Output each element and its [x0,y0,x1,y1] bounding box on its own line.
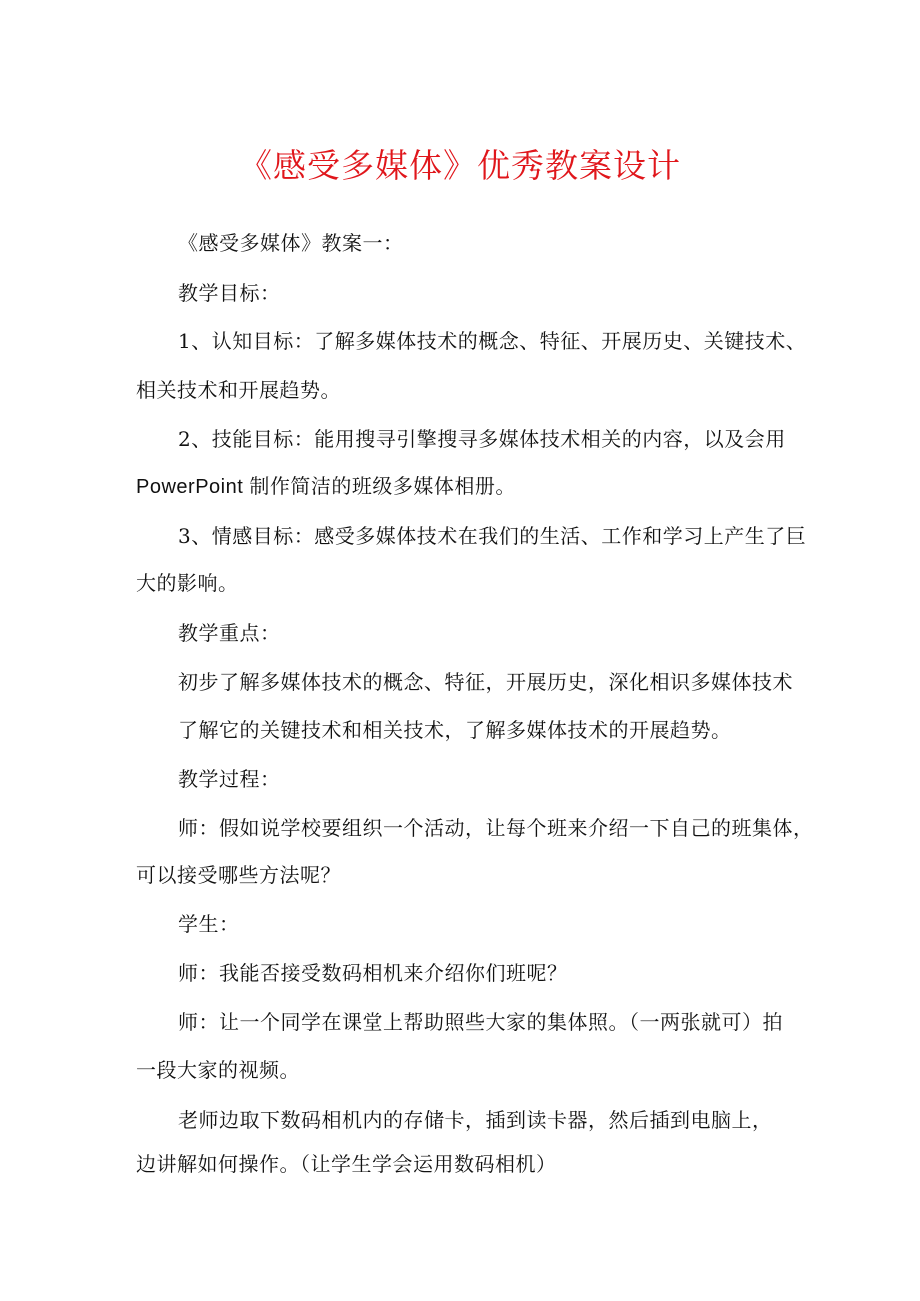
paragraph-line: 初步了解多媒体技术的概念、特征，开展历史，深化相识多媒体技术 [178,670,793,694]
paragraph-line: 大的影响。 [136,571,239,595]
paragraph-line: 师：假如说学校要组织一个活动，让每个班来介绍一下自己的班集体， [178,816,814,840]
paragraph-line: 3、情感目标：感受多媒体技术在我们的生活、工作和学习上产生了巨 [178,524,807,548]
section-heading-lesson-plan: 《感受多媒体》教案一： [178,231,404,255]
heading-teaching-process: 教学过程： [178,767,281,791]
paragraph-line: 了解它的关键技术和相关技术，了解多媒体技术的开展趋势。 [178,718,732,742]
paragraph-line: 可以接受哪些方法呢？ [136,863,341,887]
document-title: 《感受多媒体》优秀教案设计 [239,146,681,185]
heading-teaching-focus: 教学重点： [178,621,281,645]
paragraph-line: PowerPoint 制作简洁的班级多媒体相册。 [136,476,516,498]
heading-teaching-goals: 教学目标： [178,281,281,305]
paragraph-line: 边讲解如何操作。（让学生学会运用数码相机） [136,1152,557,1176]
paragraph-line: 2、技能目标：能用搜寻引擎搜寻多媒体技术相关的内容，以及会用 [178,427,786,451]
paragraph-line: 师：我能否接受数码相机来介绍你们班呢？ [178,961,568,985]
paragraph-line: 1、认知目标：了解多媒体技术的概念、特征、开展历史、关键技术、 [178,329,807,353]
paragraph-line: 学生： [178,912,240,936]
paragraph-line: 师：让一个同学在课堂上帮助照些大家的集体照。（一两张就可）拍 [178,1010,783,1034]
paragraph-line: 一段大家的视频。 [136,1058,300,1082]
paragraph-line: 相关技术和开展趋势。 [136,378,341,402]
paragraph-line: 老师边取下数码相机内的存储卡，插到读卡器，然后插到电脑上， [178,1108,773,1132]
